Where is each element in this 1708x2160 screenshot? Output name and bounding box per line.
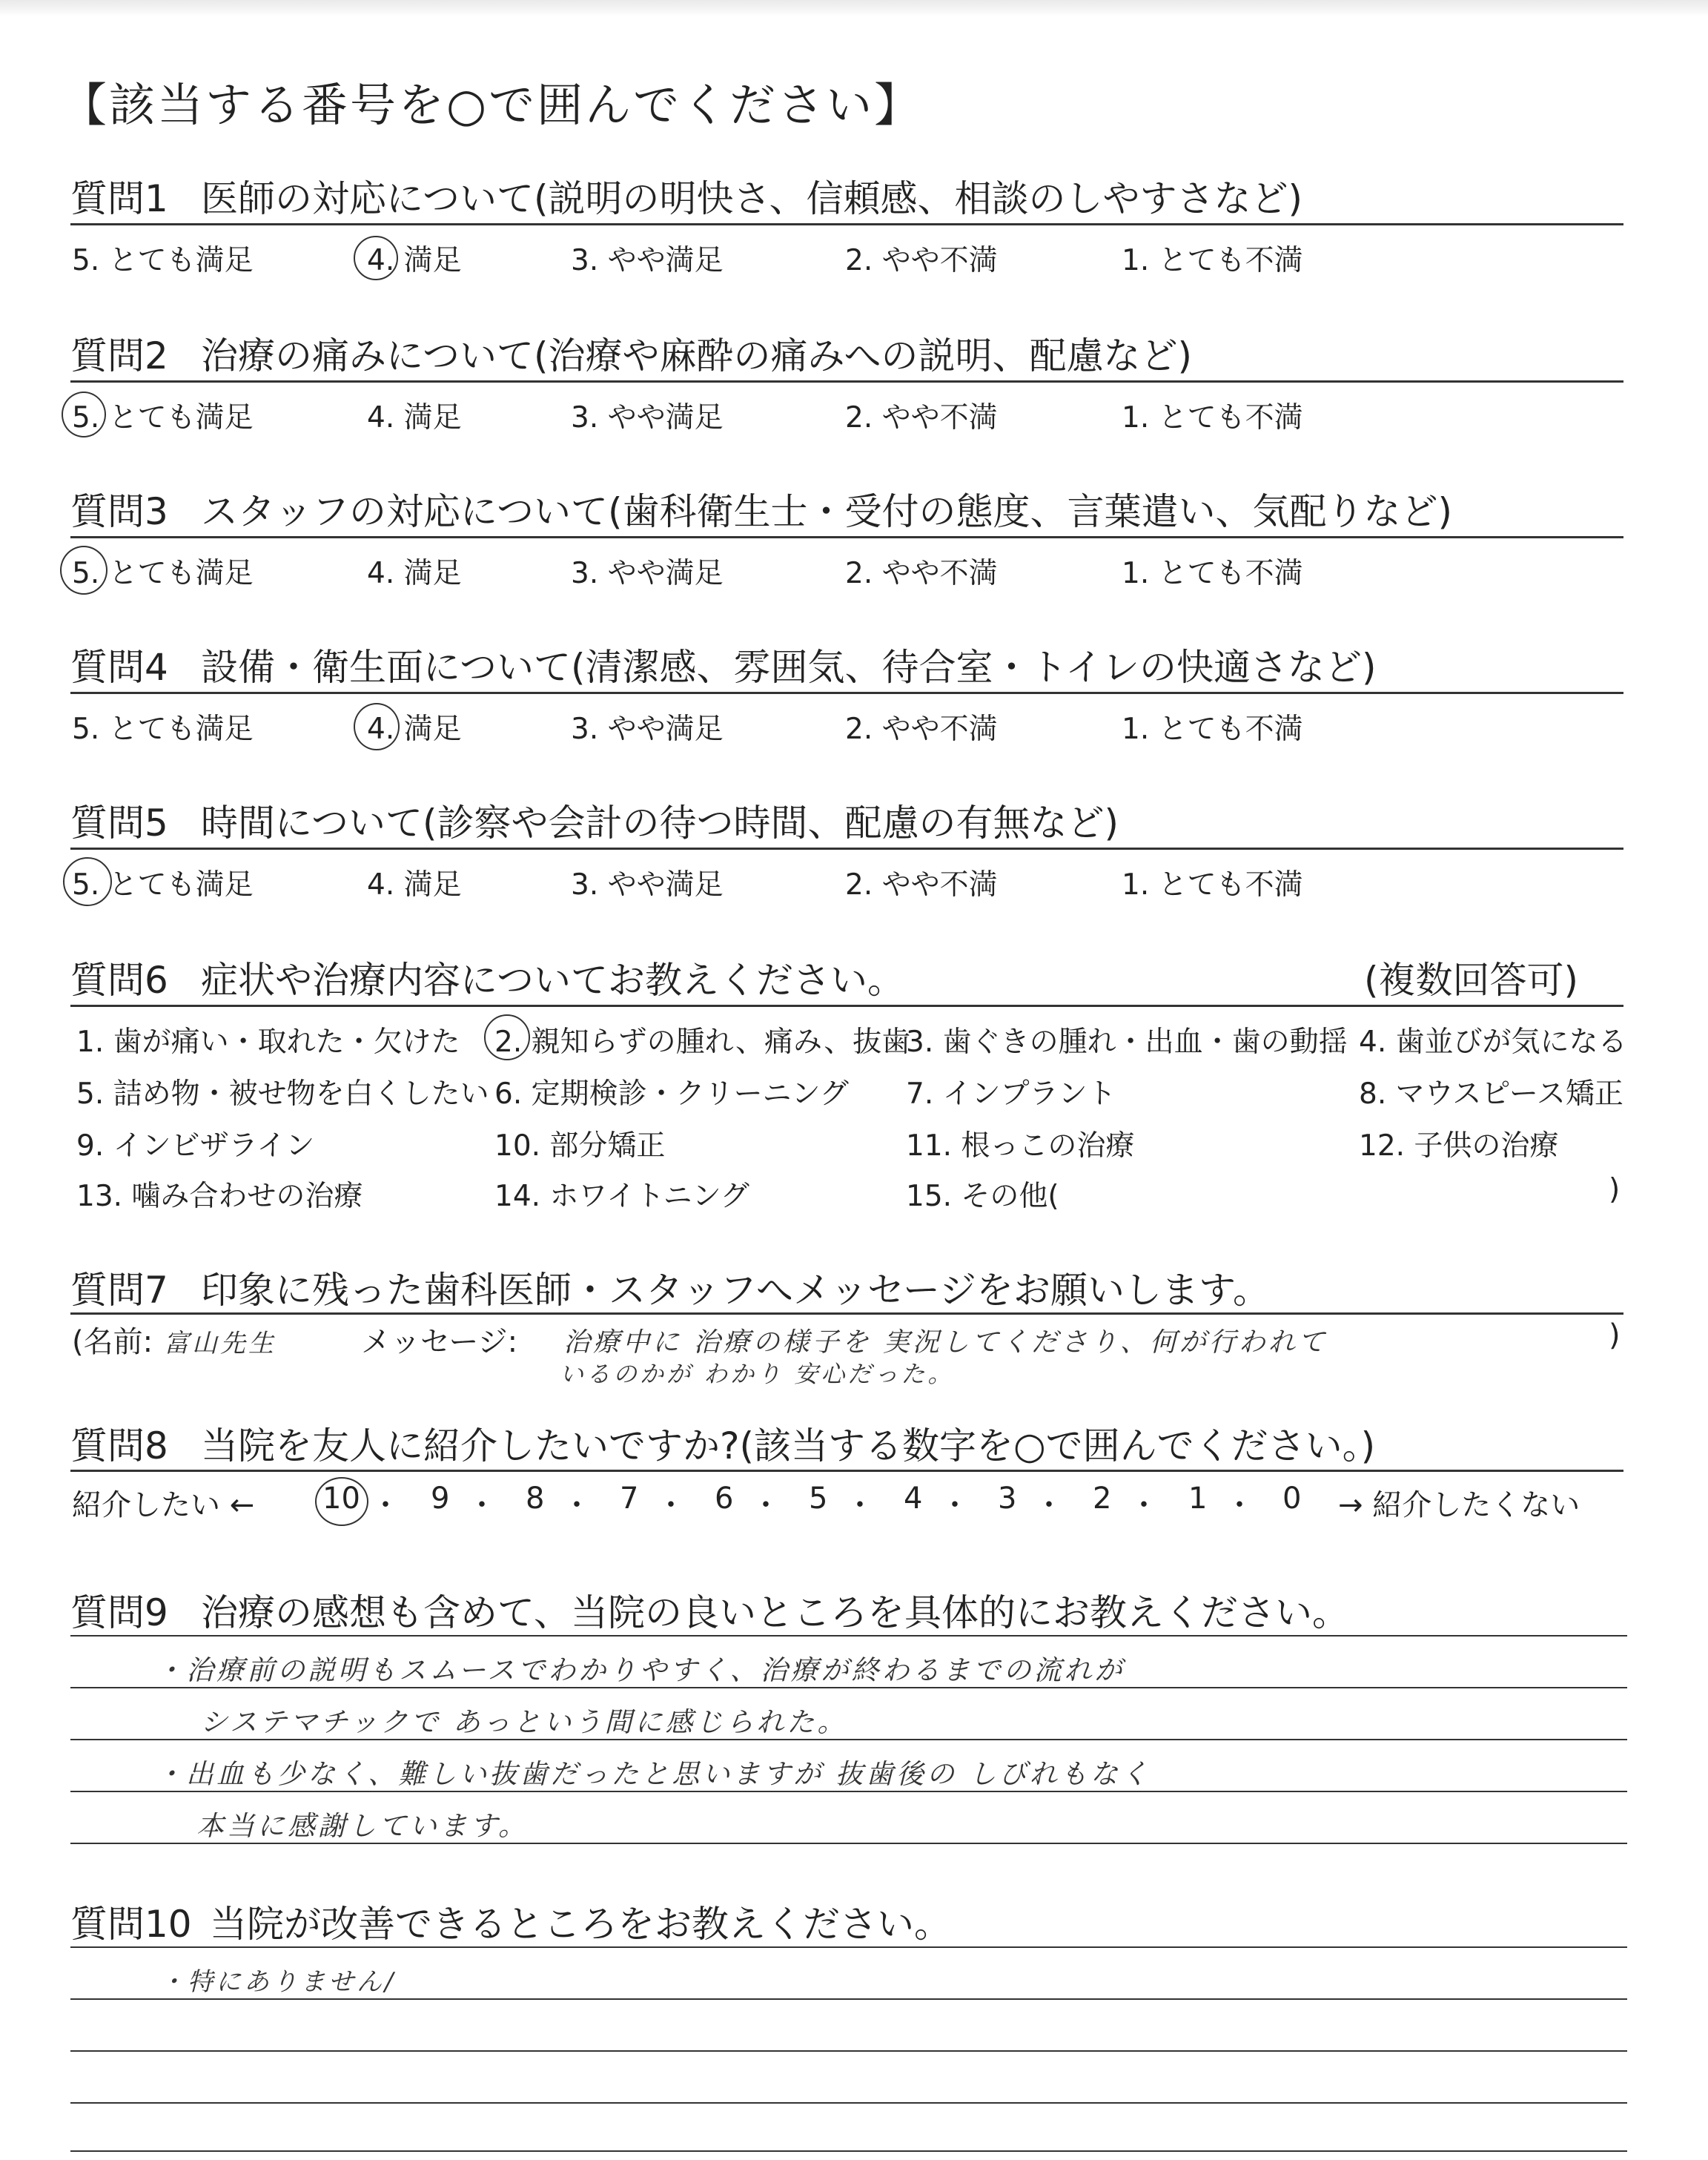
rating-option-2[interactable]: 2. やや不満	[845, 713, 998, 746]
name-label: (名前:	[72, 1325, 153, 1359]
symptom-option-3[interactable]: 3. 歯ぐきの腫れ・出血・歯の動揺	[906, 1025, 1348, 1059]
symptom-option-13[interactable]: 13. 噛み合わせの治療	[76, 1180, 363, 1213]
question-rule	[70, 380, 1623, 383]
question-rule	[70, 536, 1623, 538]
handwritten-answer-line-3: ・出血も少なく、難しい抜歯だったと思いますが 抜歯後の しびれもなく	[156, 1758, 1151, 1790]
rating-option-5[interactable]: 5. とても満足	[72, 713, 254, 746]
recommend-right-label: → 紹介したくない	[1338, 1488, 1580, 1522]
handwritten-answer-line-1: ・特にありません/	[159, 1967, 397, 1997]
selection-circle	[63, 857, 112, 906]
question-number: 質問4	[70, 646, 168, 689]
symptom-option-9[interactable]: 9. インビザライン	[76, 1129, 315, 1163]
score-1[interactable]: 1	[1188, 1482, 1208, 1516]
question-2-title	[70, 326, 1192, 380]
symptom-option-1[interactable]: 1. 歯が痛い・取れた・欠けた	[76, 1025, 460, 1059]
question-3-title	[70, 482, 1452, 535]
rating-option-4[interactable]: 4. 満足	[367, 401, 462, 435]
question-number: 質問9	[70, 1591, 168, 1634]
question-rule	[70, 1312, 1623, 1315]
rating-option-3[interactable]: 3. やや満足	[571, 244, 724, 277]
rating-option-2[interactable]: 2. やや不満	[845, 557, 998, 590]
separator-dot: ・	[1034, 1488, 1064, 1522]
rating-option-1[interactable]: 1. とても不満	[1122, 868, 1303, 902]
separator-dot: ・	[845, 1488, 875, 1522]
rating-option-3[interactable]: 3. やや満足	[571, 401, 724, 435]
answer-line	[70, 2102, 1627, 2104]
question-rule	[70, 1005, 1623, 1007]
handwritten-name: 富山先生	[164, 1329, 277, 1358]
question-text: 時間について(診察や会計の待つ時間、配慮の有無など)	[201, 802, 1119, 845]
multiple-answers-note: (複数回答可)	[1364, 959, 1579, 1002]
symptom-option-10[interactable]: 10. 部分矯正	[494, 1129, 666, 1163]
selection-circle	[60, 546, 107, 595]
symptom-option-2[interactable]: 2. 親知らずの腫れ、痛み、抜歯	[494, 1025, 911, 1059]
answer-line	[70, 2050, 1627, 2052]
rating-option-5[interactable]: 5. とても満足	[72, 244, 254, 277]
score-5[interactable]: 5	[809, 1482, 828, 1516]
score-7[interactable]: 7	[620, 1482, 639, 1516]
question-text: 当院が改善できるところをお教えください。	[210, 1903, 951, 1946]
question-text: スタッフの対応について(歯科衛生士・受付の態度、言葉遣い、気配りなど)	[201, 490, 1453, 533]
answer-line	[70, 1635, 1627, 1636]
other-close-paren: )	[1609, 1173, 1621, 1206]
rating-option-2[interactable]: 2. やや不満	[845, 244, 998, 277]
separator-dot: ・	[371, 1488, 400, 1522]
rating-option-3[interactable]: 3. やや満足	[571, 713, 724, 746]
message-close-paren: )	[1609, 1318, 1621, 1353]
question-text: 治療の感想も含めて、当院の良いところを具体的にお教えください。	[201, 1591, 1349, 1634]
score-0[interactable]: 0	[1282, 1482, 1302, 1516]
rating-option-2[interactable]: 2. やや不満	[845, 868, 998, 902]
rating-option-1[interactable]: 1. とても不満	[1122, 244, 1303, 277]
rating-option-5[interactable]: 5. とても満足	[72, 868, 254, 902]
question-rule	[70, 848, 1623, 850]
question-number: 質問6	[70, 959, 168, 1002]
question-10-title	[70, 1895, 951, 1948]
answer-line	[70, 1946, 1627, 1948]
score-10[interactable]: 10	[322, 1482, 360, 1516]
selection-circle	[315, 1477, 368, 1526]
separator-dot: ・	[751, 1488, 781, 1522]
symptom-option-15[interactable]: 15. その他(	[906, 1180, 1059, 1213]
question-number: 質問7	[70, 1269, 168, 1312]
question-rule	[70, 1470, 1623, 1472]
symptom-option-4[interactable]: 4. 歯並びが気になる	[1359, 1025, 1627, 1059]
answer-line	[70, 2150, 1627, 2152]
handwritten-answer-line-2: システマチックで あっという間に感じられた。	[200, 1706, 848, 1738]
rating-option-4[interactable]: 4. 満足	[367, 868, 462, 902]
handwritten-answer-line-1: ・治療前の説明もスムースでわかりやすく、治療が終わるまでの流れが	[156, 1654, 1125, 1686]
question-1-title	[70, 169, 1302, 222]
question-5-title	[70, 793, 1119, 847]
rating-option-3[interactable]: 3. やや満足	[571, 557, 724, 590]
separator-dot: ・	[562, 1488, 592, 1522]
rating-option-4[interactable]: 4. 満足	[367, 244, 462, 277]
scan-edge	[0, 0, 1708, 16]
score-3[interactable]: 3	[998, 1482, 1017, 1516]
question-8-title	[70, 1416, 1375, 1470]
question-4-title	[70, 638, 1377, 691]
question-number: 質問2	[70, 334, 168, 377]
symptom-option-6[interactable]: 6. 定期検診・クリーニング	[494, 1077, 849, 1111]
separator-dot: ・	[940, 1488, 970, 1522]
question-text: 設備・衛生面について(清潔感、雰囲気、待合室・トイレの快適さなど)	[201, 646, 1377, 689]
recommend-left-label: 紹介したい ←	[72, 1488, 255, 1522]
symptom-option-8[interactable]: 8. マウスピース矯正	[1359, 1077, 1623, 1111]
separator-dot: ・	[1225, 1488, 1254, 1522]
question-text: 印象に残った歯科医師・スタッフへメッセージをお願いします。	[201, 1269, 1270, 1312]
question-text: 医師の対応について(説明の明快さ、信頼感、相談のしやすさなど)	[201, 177, 1303, 220]
selection-circle	[354, 236, 398, 280]
symptom-option-7[interactable]: 7. インプラント	[906, 1077, 1116, 1111]
handwritten-message-line-1: 治療中に 治療の様子を 実況してくださり、何が行われて	[563, 1327, 1328, 1358]
question-number: 質問5	[70, 802, 168, 845]
question-number: 質問8	[70, 1424, 168, 1467]
question-rule	[70, 223, 1623, 225]
question-text: 治療の痛みについて(治療や麻酔の痛みへの説明、配慮など)	[201, 334, 1193, 377]
question-number: 質問3	[70, 490, 168, 533]
question-text: 症状や治療内容についてお教えください。	[201, 959, 904, 1002]
question-text: 当院を友人に紹介したいですか?(該当する数字を○で囲んでください。)	[201, 1424, 1376, 1467]
rating-option-4[interactable]: 4. 満足	[367, 557, 462, 590]
question-number: 質問10	[70, 1903, 192, 1946]
handwritten-answer-line-4: 本当に感謝しています。	[196, 1810, 529, 1842]
rating-option-5[interactable]: 5. とても満足	[72, 401, 254, 435]
score-6[interactable]: 6	[715, 1482, 734, 1516]
question-number: 質問1	[70, 177, 168, 220]
score-2[interactable]: 2	[1093, 1482, 1112, 1516]
symptom-option-11[interactable]: 11. 根っこの治療	[906, 1129, 1135, 1163]
symptom-option-5[interactable]: 5. 詰め物・被せ物を白くしたい	[76, 1077, 489, 1111]
rating-option-2[interactable]: 2. やや不満	[845, 401, 998, 435]
separator-dot: ・	[1129, 1488, 1159, 1522]
rating-option-5[interactable]: 5. とても満足	[72, 557, 254, 590]
question-9-title	[70, 1583, 1349, 1636]
rating-option-3[interactable]: 3. やや満足	[571, 868, 724, 902]
separator-dot: ・	[656, 1488, 686, 1522]
message-label: メッセージ:	[361, 1325, 518, 1359]
score-8[interactable]: 8	[526, 1482, 545, 1516]
score-4[interactable]: 4	[904, 1482, 923, 1516]
selection-circle	[354, 703, 400, 750]
rating-option-1[interactable]: 1. とても不満	[1122, 557, 1303, 590]
handwritten-message-line-2: いるのかが わかり 安心だった。	[560, 1360, 955, 1388]
score-9[interactable]: 9	[431, 1482, 450, 1516]
page-title: 【該当する番号を○で囲んでください】	[61, 78, 923, 132]
question-7-title	[70, 1261, 1270, 1314]
rating-option-1[interactable]: 1. とても不満	[1122, 401, 1303, 435]
selection-circle	[484, 1014, 530, 1060]
symptom-option-14[interactable]: 14. ホワイトニング	[494, 1180, 749, 1213]
selection-circle	[62, 392, 106, 437]
separator-dot: ・	[467, 1488, 497, 1522]
rating-option-4[interactable]: 4. 満足	[367, 713, 462, 746]
symptom-option-12[interactable]: 12. 子供の治療	[1359, 1129, 1559, 1163]
question-rule	[70, 692, 1623, 694]
question-6-title	[70, 951, 904, 1004]
answer-line	[70, 1998, 1627, 2000]
rating-option-1[interactable]: 1. とても不満	[1122, 713, 1303, 746]
